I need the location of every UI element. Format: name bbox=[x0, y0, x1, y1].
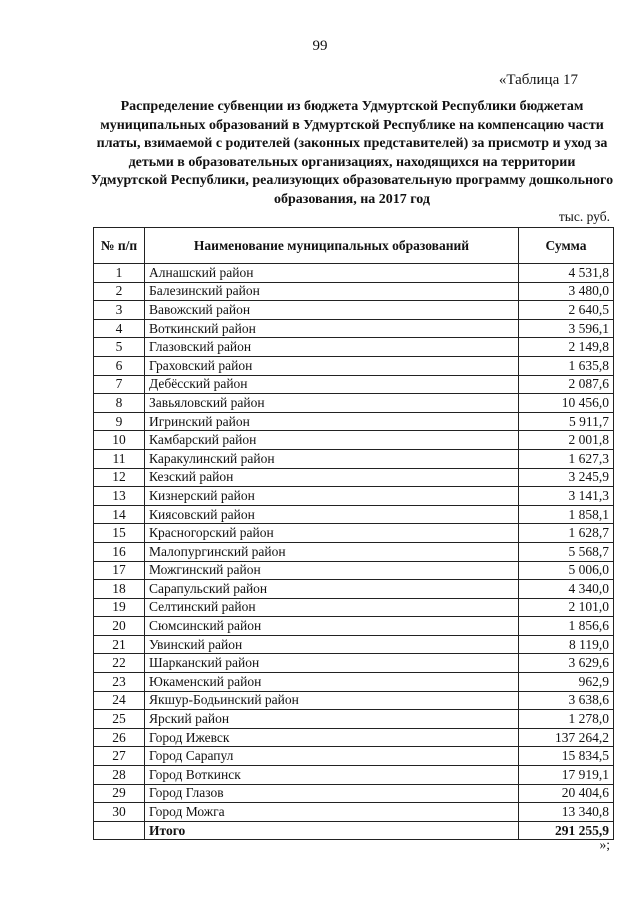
row-name: Кезский район bbox=[145, 468, 519, 487]
table-row bbox=[94, 580, 614, 599]
table-caption: «Таблица 17 bbox=[498, 72, 578, 88]
row-sum: 1 628,7 bbox=[519, 524, 614, 543]
row-number: 10 bbox=[94, 431, 145, 450]
row-sum: 4 340,0 bbox=[519, 580, 614, 599]
row-number: 15 bbox=[94, 524, 145, 543]
table-row bbox=[94, 542, 614, 561]
row-sum: 15 834,5 bbox=[519, 747, 614, 766]
row-number: 9 bbox=[94, 412, 145, 431]
row-number: 23 bbox=[94, 673, 145, 692]
page-number: 99 bbox=[312, 38, 328, 54]
row-name: Якшур-Бодьинский район bbox=[145, 691, 519, 710]
row-number: 30 bbox=[94, 803, 145, 822]
row-number: 21 bbox=[94, 635, 145, 654]
table-row bbox=[94, 691, 614, 710]
table-row bbox=[94, 319, 614, 338]
row-number: 7 bbox=[94, 375, 145, 394]
row-sum: 2 001,8 bbox=[519, 431, 614, 450]
row-sum: 5 911,7 bbox=[519, 412, 614, 431]
header-name: Наименование муниципальных образований bbox=[145, 228, 519, 264]
row-name: Каракулинский район bbox=[145, 449, 519, 468]
table-row bbox=[94, 505, 614, 524]
closing-quote: »; bbox=[599, 837, 610, 852]
row-number: 6 bbox=[94, 356, 145, 375]
row-name: Увинский район bbox=[145, 635, 519, 654]
row-number: 3 bbox=[94, 301, 145, 320]
row-name: Город Сарапул bbox=[145, 747, 519, 766]
row-number: 25 bbox=[94, 710, 145, 729]
table-row bbox=[94, 301, 614, 320]
table-row bbox=[94, 282, 614, 301]
row-sum: 3 629,6 bbox=[519, 654, 614, 673]
table-row bbox=[94, 338, 614, 357]
row-number bbox=[94, 821, 145, 840]
row-sum: 3 596,1 bbox=[519, 319, 614, 338]
row-name: Алнашский район bbox=[145, 264, 519, 283]
row-sum: 10 456,0 bbox=[519, 394, 614, 413]
row-name: Глазовский район bbox=[145, 338, 519, 357]
table-row bbox=[94, 803, 614, 822]
row-sum: 2 101,0 bbox=[519, 598, 614, 617]
document-title: Распределение субвенции из бюджета Удмуртской Республики бюджетам муниципальных образований в Удмуртской Республике на компенсацию части платы, взимаемой с родителей (законных представителей) за присмотр и уход за детьми в образовательных организациях, находящихся на территории Удмуртской Республики, реализующих образовательную программу дошкольного образования, на 2017 год bbox=[90, 99, 614, 207]
row-number: 8 bbox=[94, 394, 145, 413]
row-name: Город Воткинск bbox=[145, 766, 519, 785]
row-name: Юкаменский район bbox=[145, 673, 519, 692]
row-name: Балезинский район bbox=[145, 282, 519, 301]
row-sum: 1 635,8 bbox=[519, 356, 614, 375]
row-name: Малопургинский район bbox=[145, 542, 519, 561]
table-row bbox=[94, 598, 614, 617]
row-name: Шарканский район bbox=[145, 654, 519, 673]
row-number: 16 bbox=[94, 542, 145, 561]
row-number: 26 bbox=[94, 728, 145, 747]
row-sum: 3 638,6 bbox=[519, 691, 614, 710]
table-total-row bbox=[94, 821, 614, 840]
row-name: Красногорский район bbox=[145, 524, 519, 543]
table-row bbox=[94, 710, 614, 729]
row-sum: 3 480,0 bbox=[519, 282, 614, 301]
row-number: 13 bbox=[94, 487, 145, 506]
row-name: Вавожский район bbox=[145, 301, 519, 320]
row-sum: 2 087,6 bbox=[519, 375, 614, 394]
row-sum: 3 245,9 bbox=[519, 468, 614, 487]
row-name: Итого bbox=[145, 821, 519, 840]
row-number: 22 bbox=[94, 654, 145, 673]
row-sum: 1 858,1 bbox=[519, 505, 614, 524]
row-name: Город Можга bbox=[145, 803, 519, 822]
row-number: 1 bbox=[94, 264, 145, 283]
table-body bbox=[94, 264, 614, 840]
table-row bbox=[94, 561, 614, 580]
row-sum: 1 627,3 bbox=[519, 449, 614, 468]
row-number: 4 bbox=[94, 319, 145, 338]
row-sum: 962,9 bbox=[519, 673, 614, 692]
row-number: 27 bbox=[94, 747, 145, 766]
row-name: Город Глазов bbox=[145, 784, 519, 803]
row-name: Киясовский район bbox=[145, 505, 519, 524]
subsidy-table bbox=[93, 227, 614, 840]
row-number: 18 bbox=[94, 580, 145, 599]
row-name: Граховский район bbox=[145, 356, 519, 375]
row-name: Кизнерский район bbox=[145, 487, 519, 506]
table-row bbox=[94, 431, 614, 450]
row-sum: 4 531,8 bbox=[519, 264, 614, 283]
row-name: Можгинский район bbox=[145, 561, 519, 580]
table-row bbox=[94, 375, 614, 394]
row-name: Сарапульский район bbox=[145, 580, 519, 599]
row-sum: 1 278,0 bbox=[519, 710, 614, 729]
row-number: 2 bbox=[94, 282, 145, 301]
table-row bbox=[94, 468, 614, 487]
row-sum: 137 264,2 bbox=[519, 728, 614, 747]
row-number: 29 bbox=[94, 784, 145, 803]
table-row bbox=[94, 264, 614, 283]
row-number: 17 bbox=[94, 561, 145, 580]
table-row bbox=[94, 654, 614, 673]
row-sum: 8 119,0 bbox=[519, 635, 614, 654]
table-row bbox=[94, 412, 614, 431]
row-sum: 291 255,9 bbox=[519, 821, 614, 840]
table-row bbox=[94, 524, 614, 543]
row-number: 28 bbox=[94, 766, 145, 785]
row-name: Ярский район bbox=[145, 710, 519, 729]
table-row bbox=[94, 784, 614, 803]
row-sum: 2 149,8 bbox=[519, 338, 614, 357]
units-label: тыс. руб. bbox=[558, 209, 610, 224]
table-row bbox=[94, 487, 614, 506]
row-sum: 13 340,8 bbox=[519, 803, 614, 822]
row-sum: 5 568,7 bbox=[519, 542, 614, 561]
row-sum: 5 006,0 bbox=[519, 561, 614, 580]
table-row bbox=[94, 449, 614, 468]
row-name: Сюмсинский район bbox=[145, 617, 519, 636]
row-name: Камбарский район bbox=[145, 431, 519, 450]
row-number: 12 bbox=[94, 468, 145, 487]
row-name: Селтинский район bbox=[145, 598, 519, 617]
row-number: 24 bbox=[94, 691, 145, 710]
table-row bbox=[94, 356, 614, 375]
table-row bbox=[94, 635, 614, 654]
table-row bbox=[94, 617, 614, 636]
table-header-row bbox=[94, 228, 614, 264]
row-number: 5 bbox=[94, 338, 145, 357]
row-number: 14 bbox=[94, 505, 145, 524]
row-name: Город Ижевск bbox=[145, 728, 519, 747]
row-name: Игринский район bbox=[145, 412, 519, 431]
row-name: Дебёсский район bbox=[145, 375, 519, 394]
row-sum: 3 141,3 bbox=[519, 487, 614, 506]
row-sum: 20 404,6 bbox=[519, 784, 614, 803]
table-row bbox=[94, 747, 614, 766]
row-number: 19 bbox=[94, 598, 145, 617]
row-sum: 1 856,6 bbox=[519, 617, 614, 636]
table-row bbox=[94, 673, 614, 692]
table-row bbox=[94, 394, 614, 413]
header-sum: Сумма bbox=[519, 228, 614, 264]
row-name: Завьяловский район bbox=[145, 394, 519, 413]
row-sum: 17 919,1 bbox=[519, 766, 614, 785]
row-number: 11 bbox=[94, 449, 145, 468]
header-number: № п/п bbox=[94, 228, 145, 264]
row-number: 20 bbox=[94, 617, 145, 636]
table-row bbox=[94, 728, 614, 747]
table-row bbox=[94, 766, 614, 785]
row-sum: 2 640,5 bbox=[519, 301, 614, 320]
row-name: Воткинский район bbox=[145, 319, 519, 338]
